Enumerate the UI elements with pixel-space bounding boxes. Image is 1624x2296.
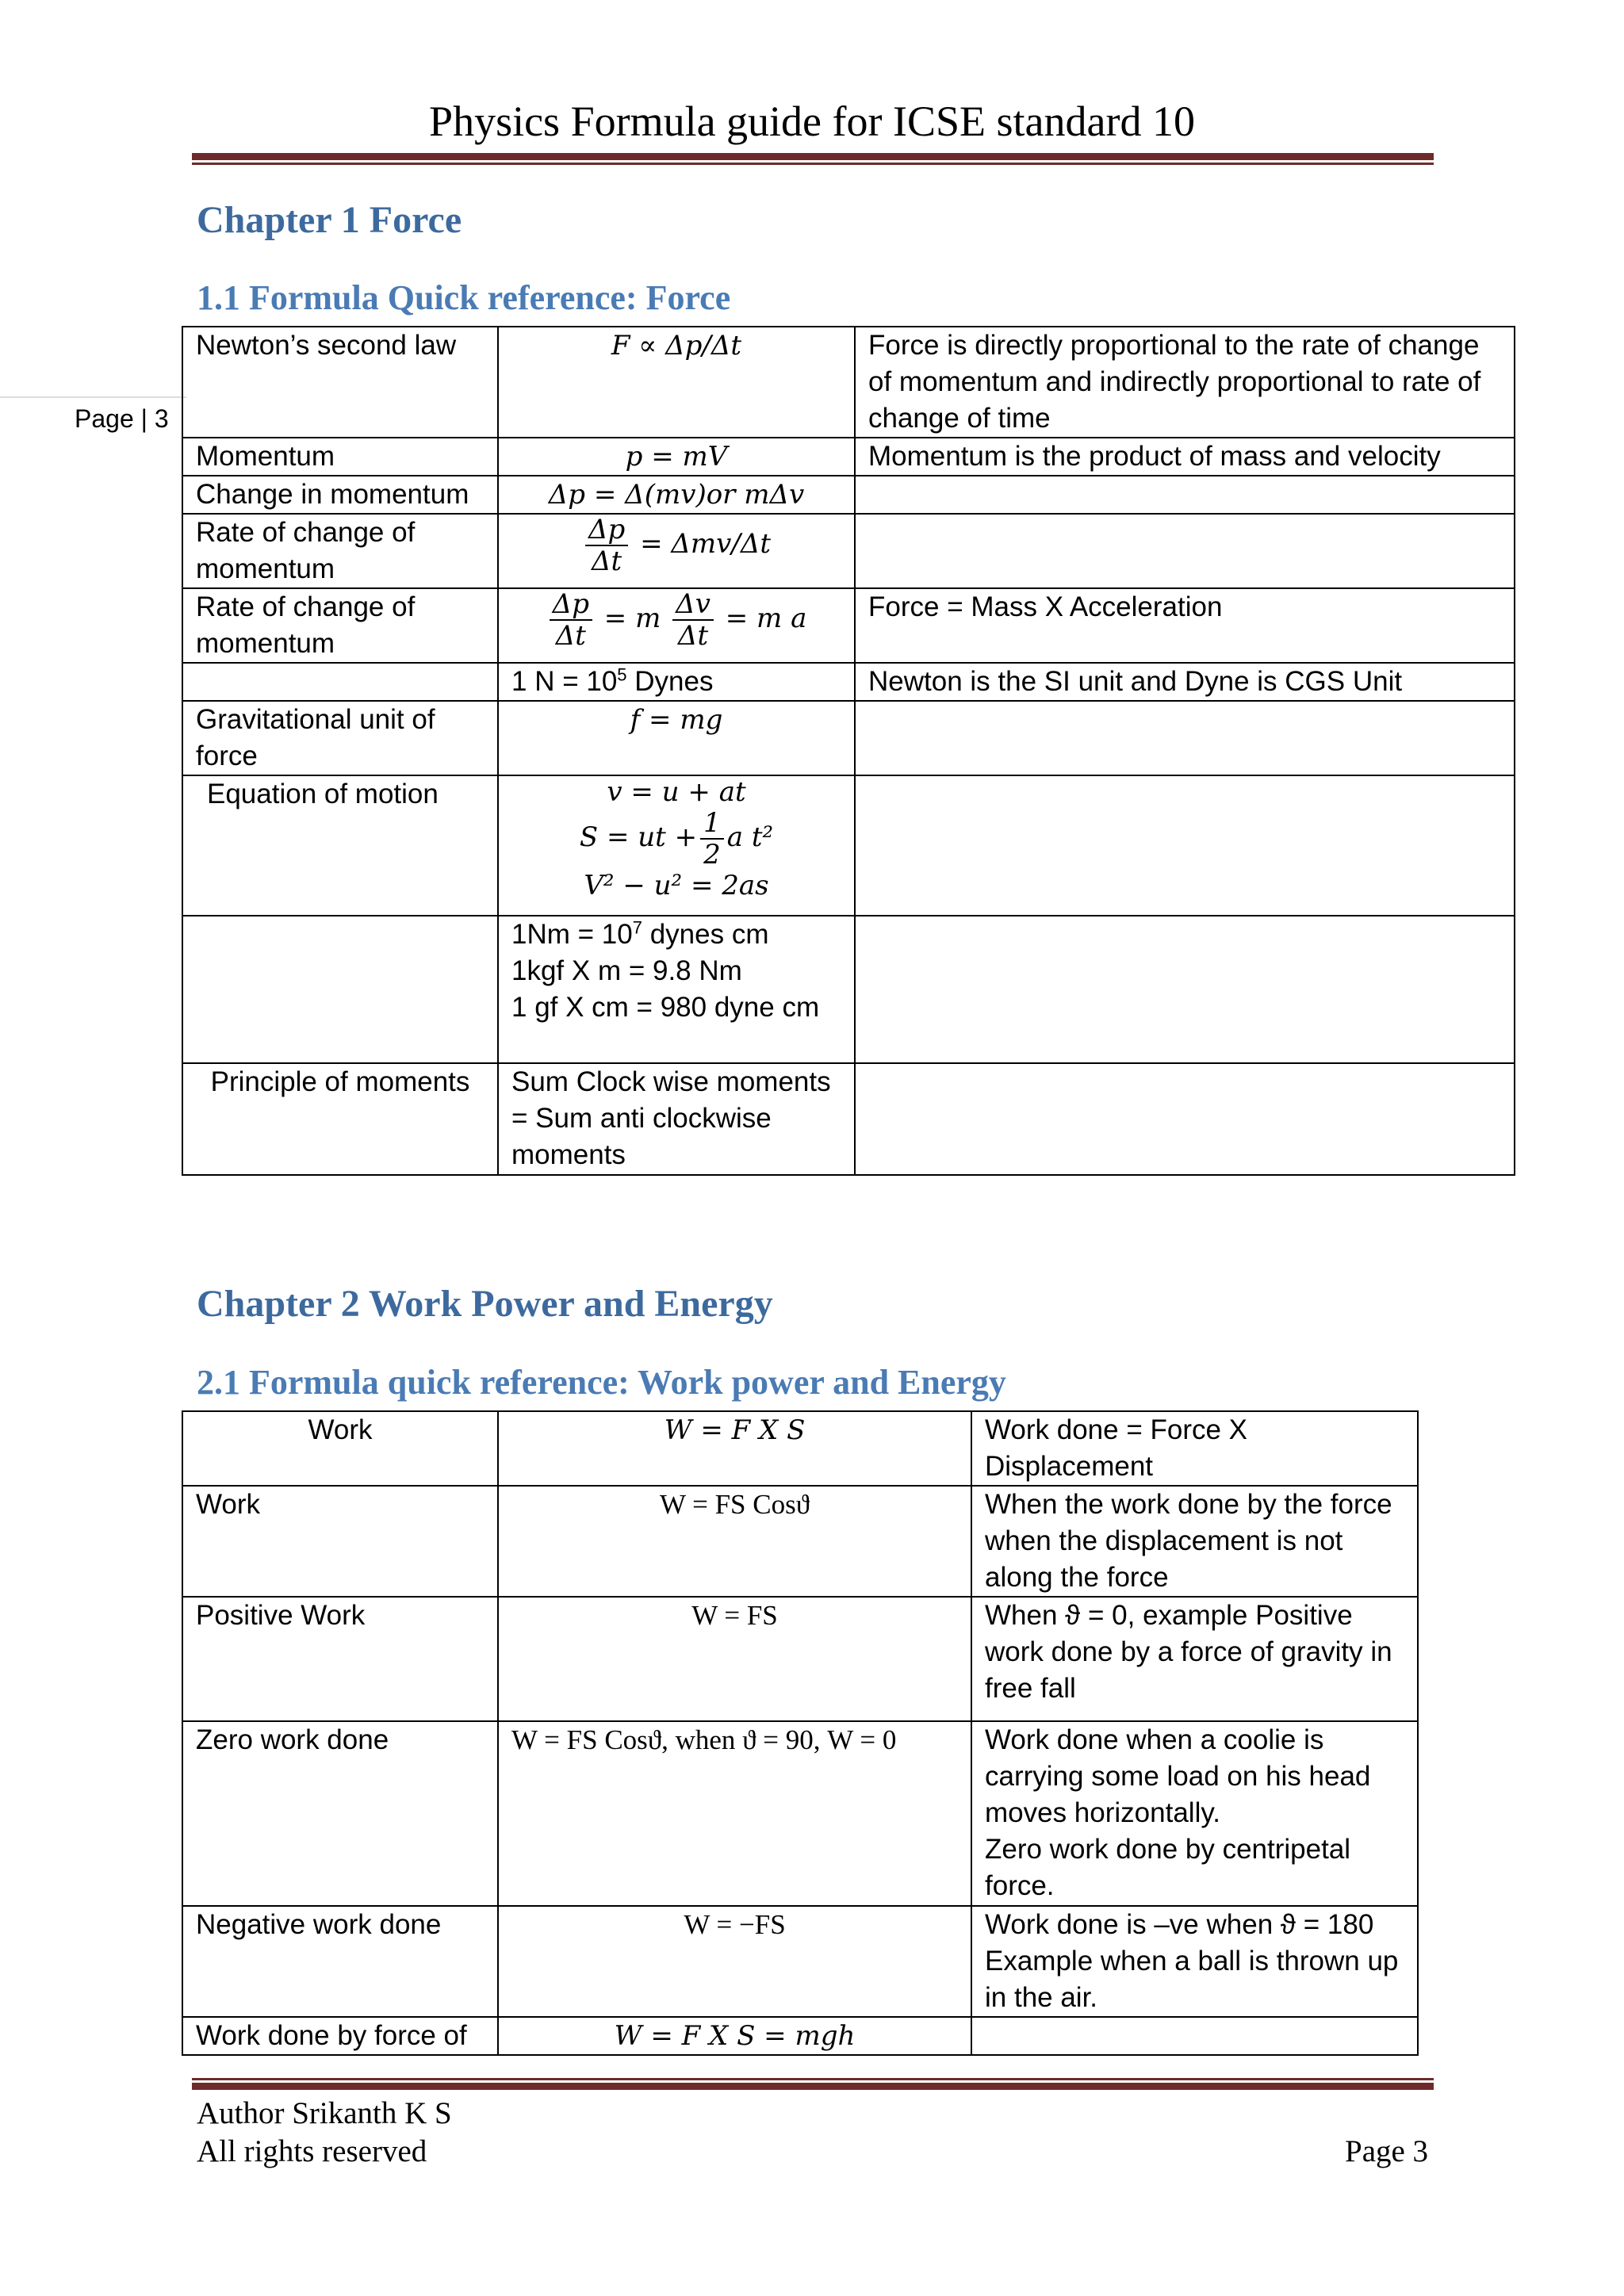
table-row — [182, 1906, 1418, 2017]
fraction — [700, 808, 724, 870]
row-formula — [498, 514, 855, 588]
page-title: Physics Formula guide for ICSE standard 10 — [429, 98, 1195, 145]
footer-rights: All rights reserved — [197, 2134, 427, 2168]
unit-line-1 — [511, 916, 841, 953]
row-note: Work done is –ve when ϑ = 180 Example when a ball is thrown up in the air. — [971, 1906, 1418, 2017]
table-row — [182, 1063, 1515, 1175]
row-formula — [498, 663, 855, 701]
fraction — [672, 589, 714, 651]
table-row — [182, 1486, 1418, 1597]
row-note — [855, 514, 1515, 588]
table-row — [182, 438, 1515, 476]
row-formula: p = mV — [498, 438, 855, 476]
note-line-1: Work done when a coolie is carrying some load on his head moves horizontally. — [985, 1724, 1371, 1828]
table-row — [182, 1597, 1418, 1721]
row-name — [182, 916, 498, 1063]
force-formula-table — [182, 326, 1515, 1176]
row-formula: F ∝ Δp/Δt — [498, 327, 855, 438]
row-note — [855, 476, 1515, 514]
row-note: When ϑ = 0, example Positive work done by a force of gravity in free fall — [971, 1597, 1418, 1721]
footer-rule — [192, 2083, 1434, 2090]
fraction-numerator: 1 — [700, 808, 724, 840]
equation-1: v = u + at — [607, 776, 746, 808]
row-name: Positive Work — [182, 1597, 498, 1721]
fraction-denominator: Δt — [591, 545, 622, 577]
row-name: Work — [182, 1411, 498, 1486]
table-row — [182, 701, 1515, 775]
formula-mid: = m — [603, 603, 661, 634]
formula-text: Dynes — [626, 666, 714, 697]
unit-text: dynes cm — [642, 919, 769, 950]
row-name: Rate of change of momentum — [182, 588, 498, 663]
table-row — [182, 775, 1515, 916]
table-row — [182, 327, 1515, 438]
row-formula: W = FS Cosϑ — [498, 1486, 971, 1597]
table-row — [182, 2017, 1418, 2055]
formula-end: = m a — [725, 603, 807, 634]
row-note: Momentum is the product of mass and velocity — [855, 438, 1515, 476]
row-name: Zero work done — [182, 1721, 498, 1906]
row-note: Work done = Force X Displacement — [971, 1411, 1418, 1486]
header-rule-thin — [192, 163, 1434, 165]
fraction-numerator: Δv — [672, 589, 714, 621]
side-page-label: Page | 3 — [75, 404, 169, 433]
row-name: Principle of moments — [182, 1063, 498, 1175]
header-rule — [192, 153, 1434, 160]
row-note — [971, 1721, 1418, 1906]
row-note: Newton is the SI unit and Dyne is CGS Unit — [855, 663, 1515, 701]
table-row — [182, 514, 1515, 588]
row-formula: f = mg — [498, 701, 855, 775]
unit-exponent: 7 — [632, 917, 642, 938]
row-formula — [498, 916, 855, 1063]
fraction-denominator: 2 — [703, 839, 721, 871]
row-name: Rate of change of momentum — [182, 514, 498, 588]
row-note — [971, 2017, 1418, 2055]
row-formula — [498, 775, 855, 916]
fraction — [585, 515, 628, 576]
row-formula: Sum Clock wise moments = Sum anti clockwise moments — [498, 1063, 855, 1175]
footer-author: Author Srikanth K S — [197, 2096, 452, 2130]
row-note — [855, 701, 1515, 775]
row-name: Work — [182, 1486, 498, 1597]
row-note — [855, 775, 1515, 916]
section-1-1-heading: 1.1 Formula Quick reference: Force — [197, 278, 731, 317]
note-line-2: Zero work done by centripetal force. — [985, 1834, 1351, 1901]
row-formula: Δp = Δ(mv)or mΔv — [498, 476, 855, 514]
chapter-2-heading: Chapter 2 Work Power and Energy — [197, 1283, 773, 1325]
fraction-denominator: Δt — [555, 620, 586, 652]
formula-text: 1 N = 10 — [511, 666, 618, 697]
row-note — [855, 916, 1515, 1063]
formula-rest: = Δmv/Δt — [640, 528, 772, 560]
row-note — [855, 1063, 1515, 1175]
equation-text: S = ut + — [579, 821, 698, 853]
row-name: Negative work done — [182, 1906, 498, 2017]
fraction — [550, 589, 592, 651]
equation-2 — [511, 808, 841, 870]
section-2-1-heading: 2.1 Formula quick reference: Work power and Energy — [197, 1363, 1006, 1402]
row-formula: W = F X S — [498, 1411, 971, 1486]
table-row — [182, 588, 1515, 663]
row-name: Newton’s second law — [182, 327, 498, 438]
unit-text: 1Nm = 10 — [511, 919, 633, 950]
row-formula: W = −FS — [498, 1906, 971, 2017]
row-formula: W = FS Cosϑ, when ϑ = 90, W = 0 — [498, 1721, 971, 1906]
equation-text: a t² — [726, 821, 774, 853]
table-row — [182, 1411, 1418, 1486]
footer-rule-thin — [192, 2078, 1434, 2080]
row-name: Momentum — [182, 438, 498, 476]
table-row — [182, 476, 1515, 514]
work-formula-table — [182, 1410, 1419, 2056]
unit-line-2: 1kgf X m = 9.8 Nm — [511, 955, 742, 986]
table-row — [182, 916, 1515, 1063]
row-formula — [498, 588, 855, 663]
formula-exponent: 5 — [617, 664, 627, 685]
row-name — [182, 663, 498, 701]
side-divider — [0, 396, 186, 398]
row-name: Gravitational unit of force — [182, 701, 498, 775]
footer-page-number: Page 3 — [1345, 2134, 1429, 2168]
row-formula: W = F X S = mgh — [498, 2017, 971, 2055]
row-name: Change in momentum — [182, 476, 498, 514]
fraction-numerator: Δp — [585, 515, 628, 546]
row-note: When the work done by the force when the displacement is not along the force — [971, 1486, 1418, 1597]
row-formula: W = FS — [498, 1597, 971, 1721]
table-row — [182, 663, 1515, 701]
row-name: Work done by force of — [182, 2017, 498, 2055]
equation-3: V² − u² = 2as — [584, 870, 769, 901]
fraction-denominator: Δt — [677, 620, 709, 652]
row-note: Force is directly proportional to the rate of change of momentum and indirectly proportional to rate of change of time — [855, 327, 1515, 438]
unit-line-3: 1 gf X cm = 980 dyne cm — [511, 992, 820, 1023]
table-row — [182, 1721, 1418, 1906]
fraction-numerator: Δp — [550, 589, 592, 621]
row-name: Equation of motion — [182, 775, 498, 916]
chapter-1-heading: Chapter 1 Force — [197, 199, 462, 241]
row-note: Force = Mass X Acceleration — [855, 588, 1515, 663]
